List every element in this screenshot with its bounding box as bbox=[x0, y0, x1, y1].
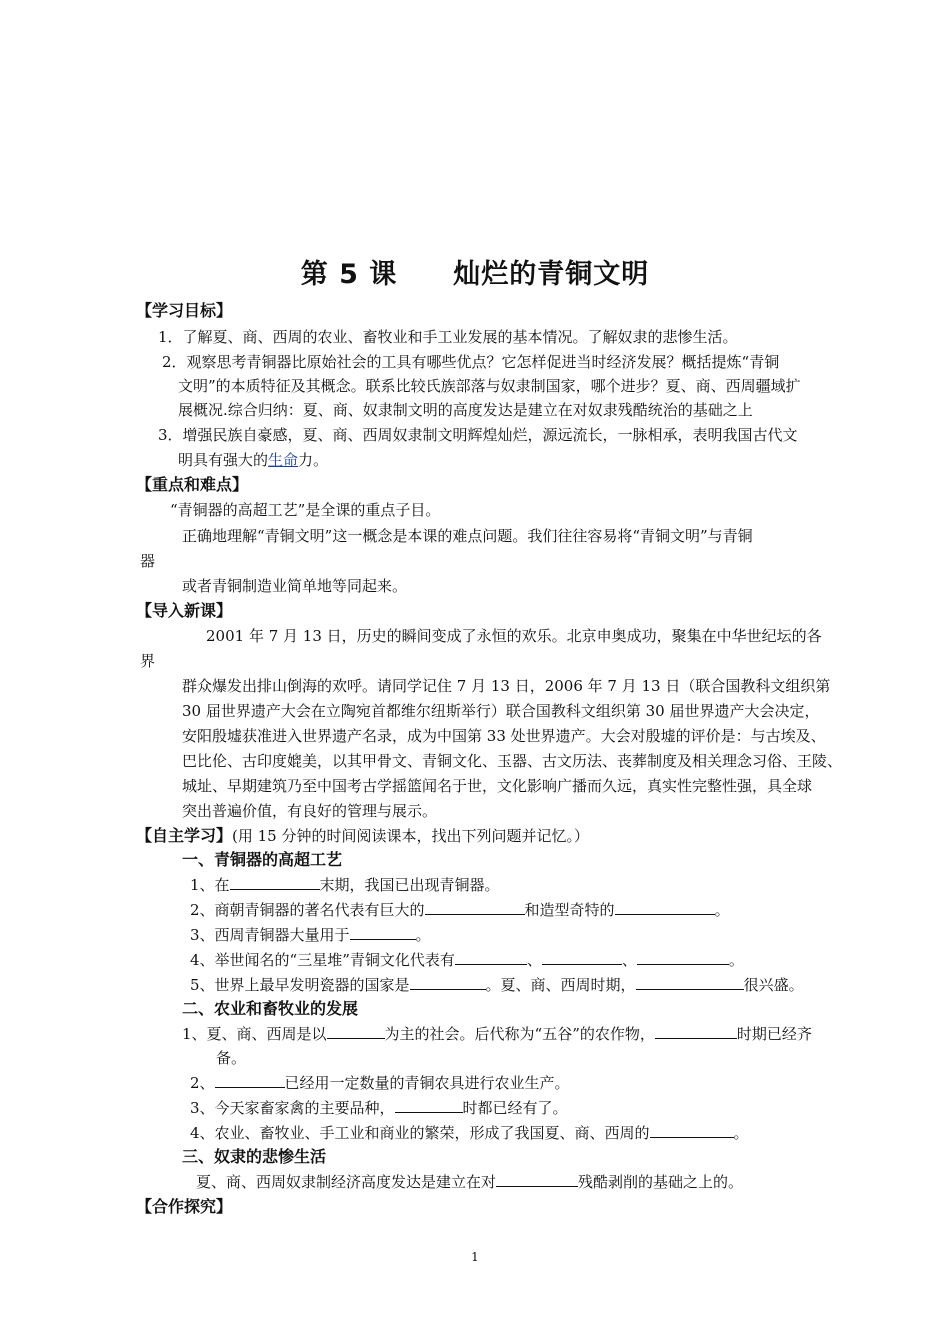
q-text: 2、 bbox=[190, 1074, 215, 1092]
intro-line-1: 2001 年 7 月 13 日，历史的瞬间变成了永恒的欢乐。北京申奥成功，聚集在中华世纪坛的各 bbox=[206, 627, 822, 645]
section-heading-keypoints: 【重点和难点】 bbox=[136, 475, 249, 494]
answer-blank[interactable] bbox=[637, 950, 729, 965]
answer-blank[interactable] bbox=[230, 875, 320, 890]
self-study-row bbox=[136, 825, 589, 847]
goal-2-line-3: 展概况.综合归纳：夏、商、奴隶制文明的高度发达是建立在对奴隶残酷统治的基础之上 bbox=[178, 401, 753, 419]
intro-line-3: 30 届世界遗产大会在立陶宛首都维尔纽斯举行）联合国教科文组织第 30 届世界遗产大会决定， bbox=[182, 702, 820, 720]
part3-heading: 三、奴隶的悲惨生活 bbox=[182, 1147, 327, 1166]
goal-2-line-2: 文明”的本质特征及其概念。联系比较氏族部落与奴隶制国家，哪个进步？夏、商、西周疆域扩 bbox=[178, 377, 801, 395]
goal-3-text-pre: 明具有强大的 bbox=[178, 451, 269, 469]
part2-q3 bbox=[190, 1097, 568, 1119]
part1-heading: 一、青铜器的高超工艺 bbox=[182, 850, 343, 869]
answer-blank[interactable] bbox=[496, 1172, 578, 1187]
goal-2-line-1: 2．观察思考青铜器比原始社会的工具有哪些优点？它怎样促进当时经济发展？概括提炼“青铜 bbox=[162, 353, 780, 371]
answer-blank[interactable] bbox=[350, 925, 416, 940]
section-heading-intro: 【导入新课】 bbox=[136, 601, 233, 620]
keypoint-3: 或者青铜制造业简单地等同起来。 bbox=[182, 577, 408, 595]
q-text: 4、举世闻名的“三星堆”青铜文化代表有 bbox=[190, 951, 455, 969]
part1-q2 bbox=[190, 899, 730, 921]
q-text: 和造型奇特的 bbox=[524, 901, 615, 919]
section-heading-self-study: 【自主学习】 bbox=[136, 826, 233, 845]
part2-heading: 二、农业和畜牧业的发展 bbox=[182, 999, 359, 1018]
q-text: 。 bbox=[733, 1124, 749, 1142]
section-heading-goals: 【学习目标】 bbox=[136, 301, 233, 320]
answer-blank[interactable] bbox=[455, 950, 527, 965]
q-text: 已经用一定数量的青铜农具进行农业生产。 bbox=[284, 1074, 570, 1092]
answer-blank[interactable] bbox=[425, 900, 525, 915]
self-study-note: (用 15 分钟的时间阅读课本，找出下列问题并记忆。） bbox=[232, 827, 589, 845]
answer-blank[interactable] bbox=[215, 1073, 285, 1088]
lesson-title: 第 5 课 灿烂的青铜文明 bbox=[300, 259, 650, 290]
q-text: 。 bbox=[728, 951, 744, 969]
answer-blank[interactable] bbox=[395, 1098, 463, 1113]
part1-q5 bbox=[190, 974, 804, 996]
goal-3-text-post: 力。 bbox=[298, 451, 329, 469]
answer-blank[interactable] bbox=[542, 950, 622, 965]
goal-3-line-2 bbox=[178, 449, 328, 471]
answer-blank[interactable] bbox=[655, 1024, 737, 1039]
part2-q4 bbox=[190, 1122, 749, 1144]
intro-line-7: 突出普遍价值，有良好的管理与展示。 bbox=[182, 802, 438, 820]
part2-q2 bbox=[190, 1072, 570, 1094]
q-text: 3、西周青铜器大量用于 bbox=[190, 926, 350, 944]
keypoint-2-wrap: 器 bbox=[140, 552, 156, 570]
part2-q1 bbox=[182, 1023, 812, 1045]
part3-q1 bbox=[196, 1171, 743, 1193]
part1-q3 bbox=[190, 924, 431, 946]
intro-line-5: 巴比伦、古印度媲美，以其甲骨文、青铜文化、玉器、古文历法、丧葬制度及相关理念习俗、王陵、 bbox=[182, 752, 843, 770]
answer-blank[interactable] bbox=[615, 900, 715, 915]
q-text: 。夏、商、西周时期， bbox=[485, 976, 636, 994]
q-text: 时期已经齐 bbox=[736, 1025, 812, 1043]
part2-q1-wrap: 备。 bbox=[216, 1049, 247, 1067]
section-heading-coop: 【合作探究】 bbox=[136, 1197, 233, 1216]
q-text: 2、商朝青铜器的著名代表有巨大的 bbox=[190, 901, 425, 919]
q-text: 5、世界上最早发明瓷器的国家是 bbox=[190, 976, 410, 994]
q-text: 3、今天家畜家禽的主要品种， bbox=[190, 1099, 395, 1117]
goal-1: 1．了解夏、商、西周的农业、畜牧业和手工业发展的基本情况。了解奴隶的悲惨生活。 bbox=[158, 328, 738, 346]
part1-q4 bbox=[190, 949, 744, 971]
q-text: 。 bbox=[415, 926, 431, 944]
keypoint-1: “青铜器的高超工艺”是全课的重点子目。 bbox=[170, 501, 441, 519]
life-link[interactable]: 生命 bbox=[268, 451, 299, 469]
q-text: 为主的社会。后代称为“五谷”的农作物， bbox=[384, 1025, 655, 1043]
q-text: 1、在 bbox=[190, 876, 230, 894]
q-text: 。 bbox=[714, 901, 730, 919]
page-number: 1 bbox=[471, 1250, 479, 1264]
answer-blank[interactable] bbox=[327, 1024, 385, 1039]
q-text: 4、农业、畜牧业、手工业和商业的繁荣，形成了我国夏、商、西周的 bbox=[190, 1124, 650, 1142]
q-text: 、 bbox=[621, 951, 637, 969]
part1-q1 bbox=[190, 874, 500, 896]
q-text: 时都已经有了。 bbox=[462, 1099, 568, 1117]
q-text: 夏、商、西周奴隶制经济高度发达是建立在对 bbox=[196, 1173, 497, 1191]
answer-blank[interactable] bbox=[650, 1123, 734, 1138]
intro-line-4: 安阳殷墟获准进入世界遗产名录，成为中国第 33 处世界遗产。大会对殷墟的评价是：与古埃及、 bbox=[182, 727, 826, 745]
intro-line-6: 城址、早期建筑乃至中国考古学摇篮闻名于世，文化影响广播而久远，真实性完整性强，具全球 bbox=[182, 777, 813, 795]
goal-3-line-1: 3．增强民族自豪感，夏、商、西周奴隶制文明辉煌灿烂，源远流长，一脉相承，表明我国古代文 bbox=[158, 426, 798, 444]
intro-line-2: 群众爆发出排山倒海的欢呼。请同学记住 7 月 13 日，2006 年 7 月 13 日（联合国教科文组织第 bbox=[182, 677, 831, 695]
q-text: 末期，我国已出现青铜器。 bbox=[319, 876, 500, 894]
q-text: 、 bbox=[526, 951, 542, 969]
q-text: 残酷剥削的基础之上的。 bbox=[578, 1173, 744, 1191]
answer-blank[interactable] bbox=[636, 975, 744, 990]
intro-line-1-wrap: 界 bbox=[140, 652, 156, 670]
answer-blank[interactable] bbox=[410, 975, 486, 990]
q-text: 1、夏、商、西周是以 bbox=[182, 1025, 327, 1043]
q-text: 很兴盛。 bbox=[743, 976, 804, 994]
keypoint-2: 正确地理解“青铜文明”这一概念是本课的难点问题。我们往往容易将“青铜文明”与青铜 bbox=[182, 527, 753, 545]
